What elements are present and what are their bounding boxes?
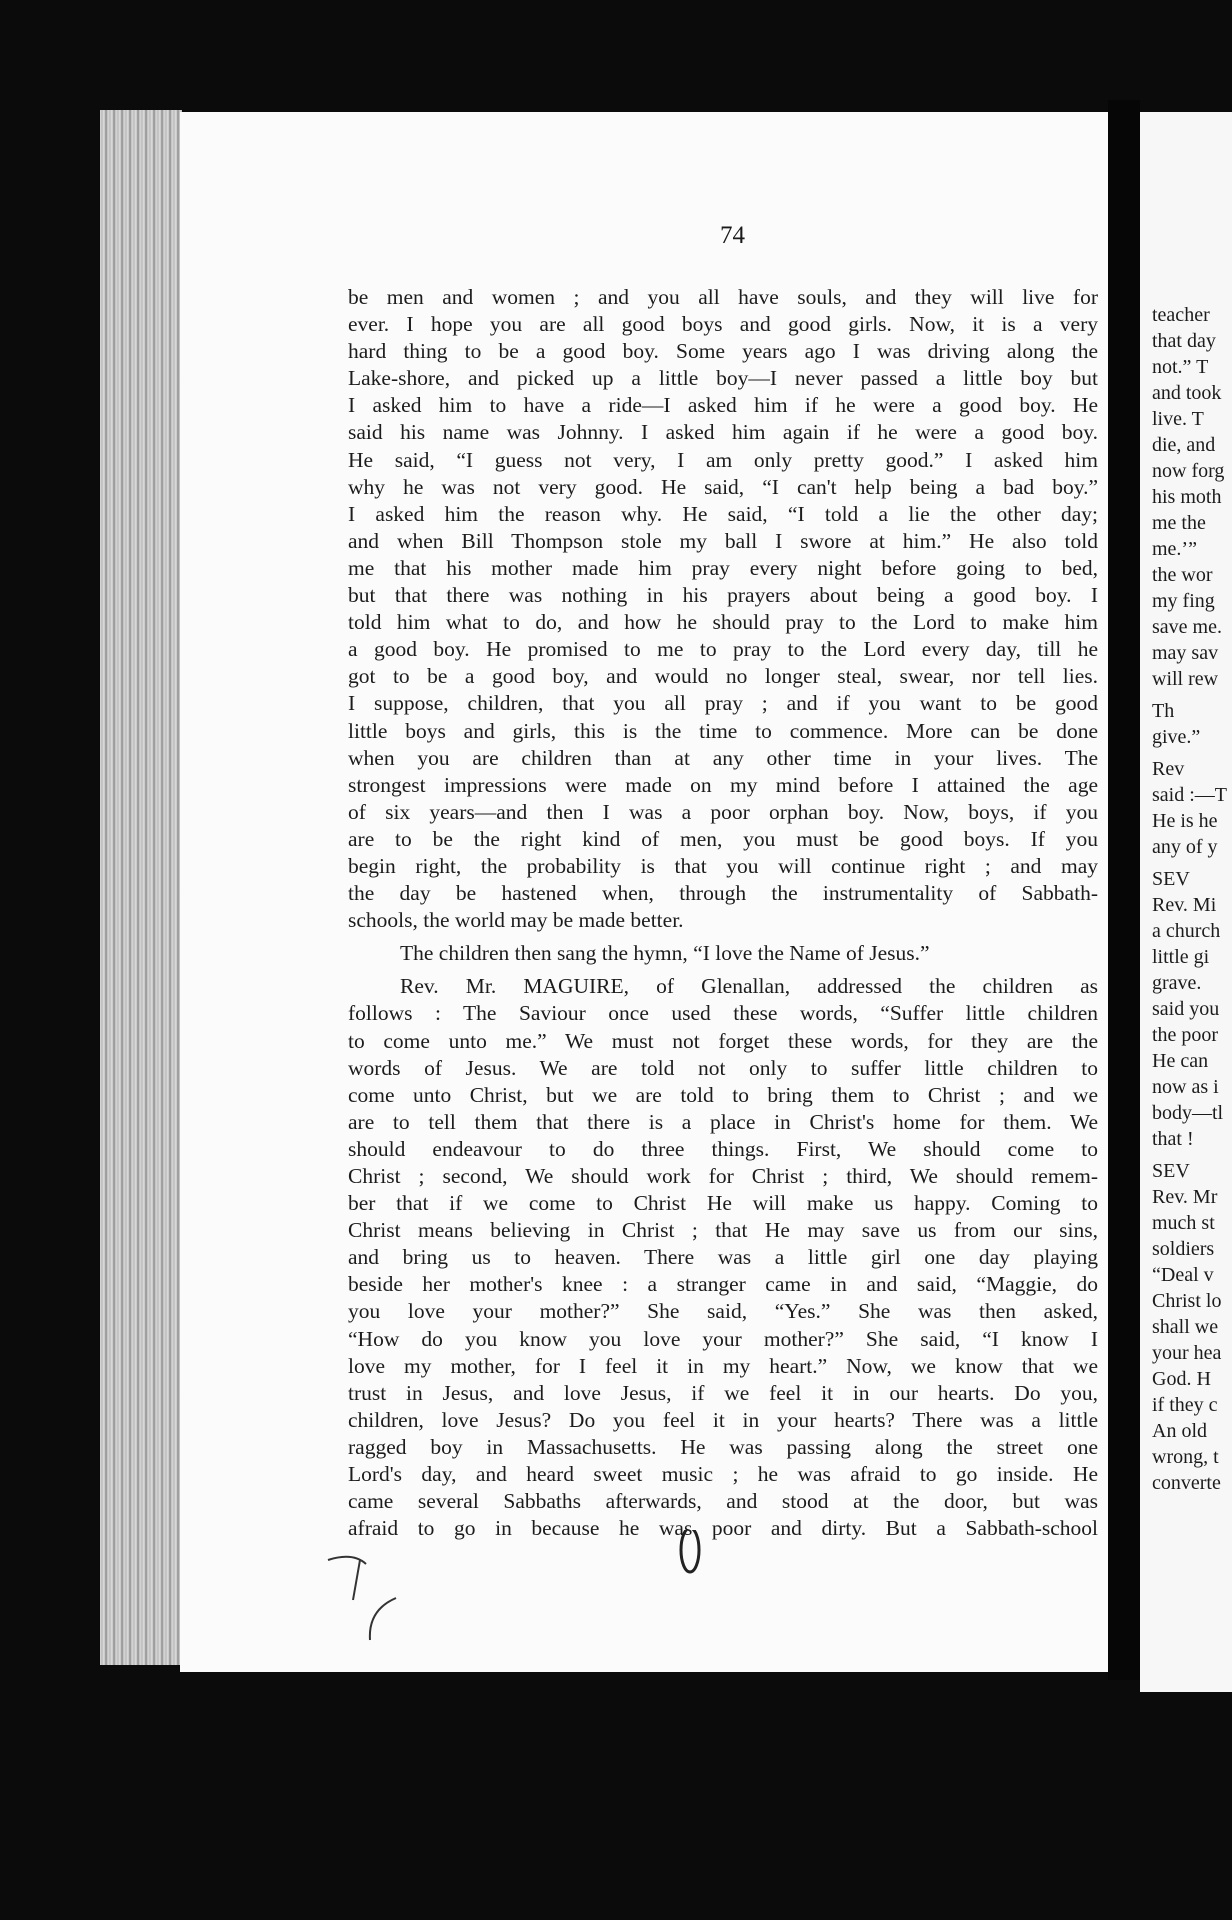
- text-line: me that his mother made him pray every night before going to bed,: [348, 555, 1098, 580]
- facing-text-line: if they c: [1152, 1394, 1218, 1416]
- text-line: when you are children than at any other time in your lives. The: [348, 745, 1098, 770]
- facing-text-line: teacher: [1152, 304, 1210, 326]
- facing-text-line: his moth: [1152, 486, 1222, 508]
- text-line: be men and women ; and you all have souls, and they will live for: [348, 285, 1098, 309]
- facing-text-line: any of y: [1152, 836, 1218, 858]
- facing-page: [1140, 112, 1232, 1692]
- text-line: strongest impressions were made on my mind before I attained the age: [348, 772, 1098, 797]
- text-line: to come unto me.” We must not forget these words, for they are the: [348, 1028, 1098, 1053]
- facing-text-line: save me.: [1152, 616, 1222, 638]
- text-line: He said, “I guess not very, I am only pretty good.” I asked him: [348, 447, 1098, 472]
- facing-text-line: your hea: [1152, 1342, 1222, 1364]
- text-line: and when Bill Thompson stole my ball I swore at him.” He also told: [348, 528, 1098, 553]
- pencil-annotation: [308, 1530, 808, 1650]
- text-line: The children then sang the hymn, “I love the Name of Jesus.”: [400, 941, 930, 966]
- facing-text-line: a church: [1152, 920, 1221, 942]
- facing-text-line: Th: [1152, 700, 1175, 722]
- text-line: Christ ; second, We should work for Christ ; third, We should remem-: [348, 1164, 1098, 1188]
- text-line: I asked him to have a ride—I asked him if he were a good boy. He: [348, 393, 1098, 418]
- facing-text-line: said :—T: [1152, 784, 1227, 806]
- text-line: words of Jesus. We are told not only to suffer little children to: [348, 1055, 1098, 1080]
- facing-text-line: body—tl: [1152, 1102, 1224, 1124]
- text-line: ragged boy in Massachusetts. He was passing along the street one: [348, 1434, 1098, 1459]
- facing-text-line: God. H: [1152, 1368, 1211, 1390]
- facing-text-line: wrong, t: [1152, 1446, 1219, 1468]
- facing-text-line: live. T: [1152, 408, 1204, 430]
- text-line: and bring us to heaven. There was a little girl one day playing: [348, 1245, 1098, 1270]
- page-text: [348, 284, 1098, 1542]
- facing-text-line: Rev: [1152, 758, 1185, 780]
- facing-text-line: little gi: [1152, 946, 1210, 968]
- text-line: should endeavour to do three things. First, We should come to: [348, 1136, 1098, 1161]
- facing-text-line: me the: [1152, 512, 1206, 534]
- page-number: 74: [720, 222, 745, 249]
- facing-text-line: Rev. Mr: [1152, 1186, 1218, 1208]
- facing-text-line: my fing: [1152, 590, 1215, 612]
- text-line: children, love Jesus? Do you feel it in your hearts? There was a little: [348, 1407, 1098, 1432]
- facing-text-line: He can: [1152, 1050, 1209, 1072]
- facing-text-line: SEV: [1152, 1160, 1190, 1182]
- facing-text-line: now as i: [1152, 1076, 1219, 1098]
- text-line: are to be the right kind of men, you must be good boys. If you: [348, 826, 1098, 851]
- facing-text-line: that !: [1152, 1128, 1194, 1150]
- facing-text-line: soldiers: [1152, 1238, 1215, 1260]
- facing-text-line: and took: [1152, 382, 1222, 404]
- text-line: of six years—and then I was a poor orphan boy. Now, boys, if you: [348, 799, 1098, 824]
- facing-text-line: me.’”: [1152, 538, 1197, 560]
- facing-text-line: said you: [1152, 998, 1220, 1020]
- facing-text-line: that day: [1152, 330, 1216, 352]
- facing-text-line: Rev. Mi: [1152, 894, 1217, 916]
- text-line: Rev. Mr. MAGUIRE, of Glenallan, addressed the children as: [400, 974, 1098, 999]
- text-line: schools, the world may be made better.: [348, 908, 684, 933]
- facing-text-line: SEV: [1152, 868, 1190, 890]
- facing-text-line: may sav: [1152, 642, 1219, 664]
- facing-text-line: not.” T: [1152, 356, 1209, 378]
- text-line: follows : The Saviour once used these words, “Suffer little children: [348, 1001, 1098, 1026]
- facing-text-line: the wor: [1152, 564, 1213, 586]
- text-line: Christ means believing in Christ ; that He may save us from our sins,: [348, 1218, 1098, 1243]
- text-line: beside her mother's knee : a stranger came in and said, “Maggie, do: [348, 1272, 1098, 1297]
- text-line: begin right, the probability is that you will continue right ; and may: [348, 853, 1098, 878]
- text-line: Lord's day, and heard sweet music ; he was afraid to go inside. He: [348, 1462, 1098, 1487]
- facing-text-line: the poor: [1152, 1024, 1219, 1046]
- facing-text-line: give.”: [1152, 726, 1201, 748]
- text-line: a good boy. He promised to me to pray to the Lord every day, till he: [348, 637, 1098, 662]
- text-line: ber that if we come to Christ He will make us happy. Coming to: [348, 1191, 1098, 1216]
- text-line: little boys and girls, this is the time to commence. More can be done: [348, 718, 1098, 743]
- text-line: the day be hastened when, through the instrumentality of Sabbath-: [348, 881, 1098, 906]
- text-line: told him what to do, and how he should pray to the Lord to make him: [348, 610, 1098, 635]
- book-gutter: [1108, 100, 1140, 1680]
- text-line: love my mother, for I feel it in my heart.” Now, we know that we: [348, 1353, 1098, 1378]
- text-line: ever. I hope you are all good boys and good girls. Now, it is a very: [348, 312, 1098, 337]
- text-line: hard thing to be a good boy. Some years ago I was driving along the: [348, 339, 1098, 364]
- facing-page-text: [1152, 302, 1232, 1496]
- text-line: why he was not very good. He said, “I can't help being a bad boy.”: [348, 474, 1098, 499]
- text-line: came several Sabbaths afterwards, and stood at the door, but was: [348, 1489, 1098, 1514]
- facing-text-line: will rew: [1152, 668, 1219, 690]
- text-line: I asked him the reason why. He said, “I told a lie the other day;: [348, 501, 1098, 526]
- book-page: [180, 112, 1110, 1672]
- facing-text-line: grave.: [1152, 972, 1202, 994]
- text-line: are to tell them that there is a place in Christ's home for them. We: [348, 1109, 1098, 1134]
- text-line: you love your mother?” She said, “Yes.” She was then asked,: [348, 1299, 1098, 1324]
- text-line: I suppose, children, that you all pray ; and if you want to be good: [348, 691, 1098, 716]
- facing-text-line: now forg: [1152, 460, 1225, 482]
- facing-text-line: shall we: [1152, 1316, 1219, 1338]
- facing-text-line: An old: [1152, 1420, 1207, 1442]
- text-line: come unto Christ, but we are told to bring them to Christ ; and we: [348, 1082, 1098, 1107]
- text-line: said his name was Johnny. I asked him again if he were a good boy.: [348, 420, 1098, 445]
- text-line: got to be a good boy, and would no longer steal, swear, nor tell lies.: [348, 664, 1098, 689]
- text-line: but that there was nothing in his prayers about being a good boy. I: [348, 583, 1098, 608]
- facing-text-line: die, and: [1152, 434, 1216, 456]
- book-page-edges: [100, 110, 182, 1665]
- text-line: Lake-shore, and picked up a little boy—I never passed a little boy but: [348, 366, 1098, 391]
- facing-text-line: “Deal v: [1152, 1264, 1214, 1286]
- text-line: trust in Jesus, and love Jesus, if we feel it in our hearts. Do you,: [348, 1380, 1098, 1405]
- text-line: “How do you know you love your mother?” She said, “I know I: [348, 1326, 1098, 1351]
- text-line: afraid to go in because he was poor and dirty. But a Sabbath-school: [348, 1516, 1098, 1541]
- facing-text-line: He is he: [1152, 810, 1218, 832]
- facing-text-line: converte: [1152, 1472, 1221, 1494]
- facing-text-line: much st: [1152, 1212, 1215, 1234]
- facing-text-line: Christ lo: [1152, 1290, 1222, 1312]
